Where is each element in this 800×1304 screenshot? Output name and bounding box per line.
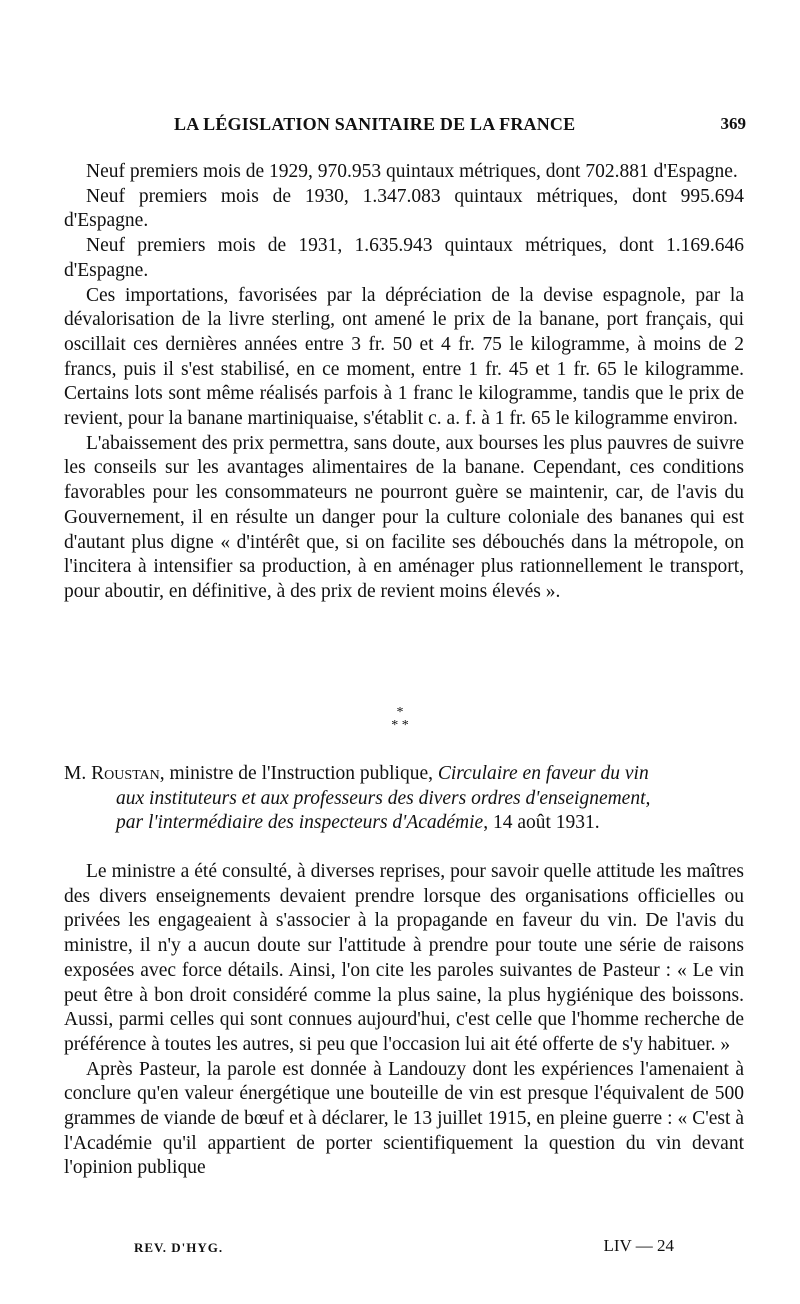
section-wine-circular [64,860,744,1181]
paragraph: Neuf premiers mois de 1929, 970.953 quintaux métriques, dont 702.881 d'Espagne. [86,161,738,182]
entry-title-line-2: aux instituteurs et aux professeurs des divers ordres d'enseignement, [116,787,651,809]
section-banana-imports [64,160,744,605]
running-title: LA LÉGISLATION SANITAIRE DE LA FRANCE [174,114,576,134]
asterism-bottom: * * [391,718,409,733]
paragraph: Neuf premiers mois de 1930, 1.347.083 quintaux métriques, dont 995.694 d'Espagne. [64,185,744,232]
entry-title-line-1: Circulaire en faveur du vin [437,763,649,784]
paragraph: L'abaissement des prix permettra, sans doute, aux bourses les plus pauvres de suivre les conseils sur les avantages alimentaires de la banane. Cependant, ces conditions favorables pour les consommateurs ne pourront guère se maintenir, car, de l'avis du Gouvernement, il en résulte un danger pour la culture coloniale des bananes qui est d'autant plus digne « d'intérêt que, si on facilite ses débouchés dans la métropole, on l'incitera à intensifier sa production, à en aménager plus rationnellement le transport, pour aboutir, en définitive, à des prix de revient moins élevés ». [64,432,744,602]
entry-title-line-3: par l'intermédiaire des inspecteurs d'Académie [116,812,484,834]
page-number: 369 [720,114,746,133]
paragraph: Le ministre a été consulté, à diverses reprises, pour savoir quelle attitude les maîtres des divers enseignements devaient prendre lorsque des organisations officielles ou privées les engageaient à s'associer à la propagande en faveur du vin. De l'avis du ministre, il n'y a aucun doute sur l'attitude à prendre pour toute une série de raisons exposées avec force détails. Ainsi, l'on cite les paroles suivantes de Pasteur : « Le vin peut être à bon droit considéré comme la plus saine, la plus hygiénique des boissons. Aussi, parmi celles qui sont connues aujourd'hui, c'est celle que l'homme recherche de préférence à toutes les autres, si peu que l'occasion lui ait été offerte de s'y habituer. » [64,861,744,1055]
entry-date: , 14 août 1931. [483,812,600,834]
entry-author-role: , ministre de l'Instruction publique, [159,763,438,784]
page-footer [134,1236,674,1260]
paragraph: Ces importations, favorisées par la dépréciation de la devise espagnole, par la dévalorisation de la livre sterling, ont amené le prix de la banane, port français, qui oscillait ces dernières années entre 3 fr. 50 et 4 fr. 75 le kilogramme, à moins de 2 francs, puis il s'est stabilisé, en ce moment, entre 1 fr. 45 et 1 fr. 65 le kilogramme. Certains lots sont même réalisés parfois à 1 franc le kilogramme, tandis que le prix de revient, pour la banane martiniquaise, s'établit c. a. f. à 1 fr. 65 le kilogramme environ. [64,284,744,430]
asterism-separator [380,706,420,746]
page-header [66,114,746,144]
entry-author: M. Roustan [64,763,160,784]
circular-entry-heading [64,762,754,836]
paragraph: Après Pasteur, la parole est donnée à Landouzy dont les expériences l'amenaient à conclure qu'en valeur énergétique une bouteille de vin est presque l'équivalent de 500 grammes de viande de bœuf et à déclarer, le 13 juillet 1915, en pleine guerre : « C'est à l'Académie qu'il appartient de porter scientifiquement la question du vin devant l'opinion publique [64,1058,744,1179]
journal-signature: REV. D'HYG. [134,1240,224,1255]
asterism-top: * [396,705,404,720]
entry-line-3 [64,811,754,836]
sheet-signature: LIV — 24 [603,1236,674,1255]
paragraph: Neuf premiers mois de 1931, 1.635.943 quintaux métriques, dont 1.169.646 d'Espagne. [64,235,744,281]
entry-line-1 [64,762,754,787]
